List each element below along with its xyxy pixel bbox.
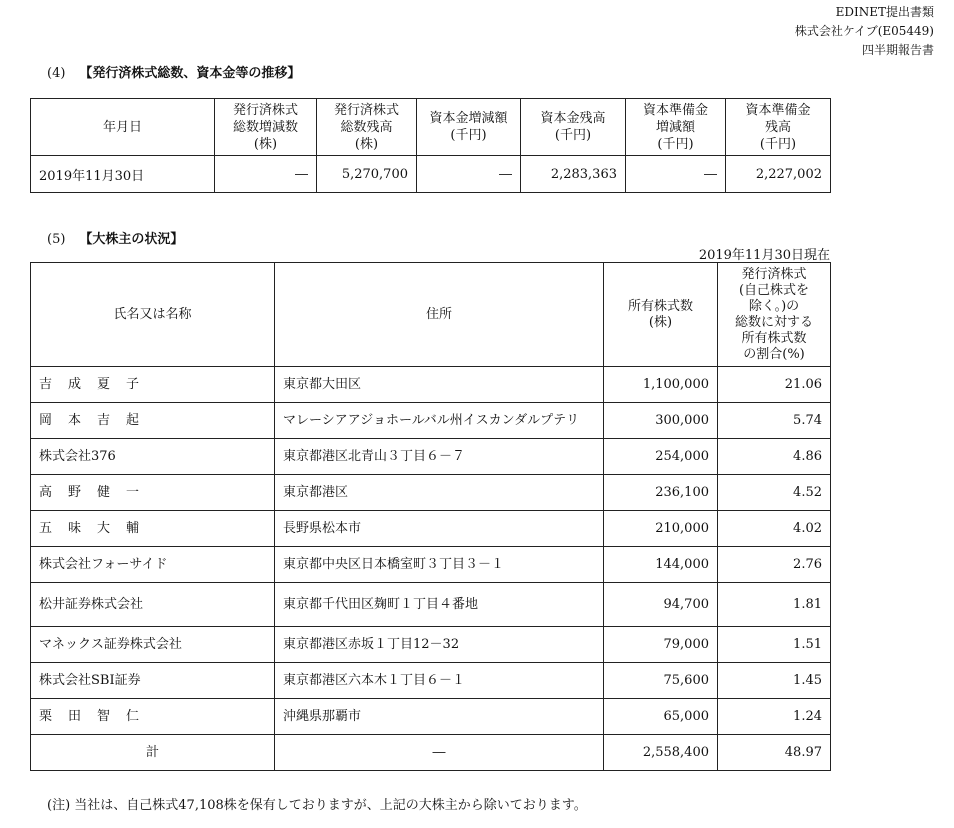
shareholder-name: 株式会社376 bbox=[31, 439, 275, 475]
shares-held: 300,000 bbox=[604, 403, 718, 439]
edinet-label: EDINET提出書類 bbox=[835, 5, 934, 19]
column-header: 資本準備金 増減額 (千円) bbox=[626, 99, 726, 156]
column-header: 年月日 bbox=[31, 99, 215, 156]
shareholder-address: 長野県松本市 bbox=[275, 511, 604, 547]
table-header-row bbox=[31, 99, 831, 156]
shareholder-name: 松井証券株式会社 bbox=[31, 583, 275, 627]
shares-held: 94,700 bbox=[604, 583, 718, 627]
company-name: 株式会社ケイブ(E05449) bbox=[794, 24, 934, 38]
shareholder-address: 東京都大田区 bbox=[275, 367, 604, 403]
total-ratio: 48.97 bbox=[718, 735, 831, 771]
footnote: (注) 当社は、自己株式47,108株を保有しておりますが、上記の大株主から除いております。 bbox=[47, 798, 587, 813]
table-row bbox=[31, 403, 831, 439]
date-cell: 2019年11月30日 bbox=[31, 156, 215, 193]
shareholder-name: 栗田智仁 bbox=[31, 699, 275, 735]
section-4-heading: 【発行済株式総数、資本金等の推移】 bbox=[79, 66, 301, 81]
table-row bbox=[31, 627, 831, 663]
column-header: 住所 bbox=[275, 263, 604, 367]
section-4-title bbox=[47, 62, 300, 81]
shares-held: 210,000 bbox=[604, 511, 718, 547]
column-header: 発行済株式 (自己株式を 除く。)の 総数に対する 所有株式数 の割合(%) bbox=[718, 263, 831, 367]
major-shareholders-table bbox=[30, 262, 831, 771]
shareholder-name: マネックス証券株式会社 bbox=[31, 627, 275, 663]
table-row bbox=[31, 583, 831, 627]
column-header: 発行済株式 総数残高 (株) bbox=[317, 99, 417, 156]
shareholder-address: 沖縄県那覇市 bbox=[275, 699, 604, 735]
table-row bbox=[31, 511, 831, 547]
column-header: 所有株式数 (株) bbox=[604, 263, 718, 367]
shares-capital-table bbox=[30, 98, 831, 193]
table-header-row bbox=[31, 263, 831, 367]
shares-held: 75,600 bbox=[604, 663, 718, 699]
shareholder-address: 東京都港区六本木１丁目６－１ bbox=[275, 663, 604, 699]
ownership-ratio: 1.81 bbox=[718, 583, 831, 627]
shareholder-name: 高野健一 bbox=[31, 475, 275, 511]
section-5-number: (5) bbox=[47, 232, 66, 247]
table-row bbox=[31, 367, 831, 403]
column-header: 資本金残高 (千円) bbox=[521, 99, 626, 156]
ownership-ratio: 4.52 bbox=[718, 475, 831, 511]
shares-held: 65,000 bbox=[604, 699, 718, 735]
total-shares: 2,558,400 bbox=[604, 735, 718, 771]
value-cell: 5,270,700 bbox=[317, 156, 417, 193]
ownership-ratio: 21.06 bbox=[718, 367, 831, 403]
shareholder-name: 岡本吉起 bbox=[31, 403, 275, 439]
table-row bbox=[31, 663, 831, 699]
table-row bbox=[31, 439, 831, 475]
shareholder-address: 東京都中央区日本橋室町３丁目３－１ bbox=[275, 547, 604, 583]
shareholder-name: 株式会社SBI証券 bbox=[31, 663, 275, 699]
shareholder-address: マレーシアアジョホールバル州イスカンダルプテリ bbox=[275, 403, 604, 439]
table-row bbox=[31, 699, 831, 735]
value-cell: ― bbox=[215, 156, 317, 193]
ownership-ratio: 2.76 bbox=[718, 547, 831, 583]
shareholder-name: 吉成夏子 bbox=[31, 367, 275, 403]
shares-held: 254,000 bbox=[604, 439, 718, 475]
shareholder-address: 東京都港区 bbox=[275, 475, 604, 511]
shares-held: 79,000 bbox=[604, 627, 718, 663]
column-header: 発行済株式 総数増減数 (株) bbox=[215, 99, 317, 156]
value-cell: 2,227,002 bbox=[726, 156, 831, 193]
column-header: 資本準備金 残高 (千円) bbox=[726, 99, 831, 156]
table-row bbox=[31, 156, 831, 193]
column-header: 氏名又は名称 bbox=[31, 263, 275, 367]
shares-held: 1,100,000 bbox=[604, 367, 718, 403]
table-row bbox=[31, 475, 831, 511]
value-cell: ― bbox=[626, 156, 726, 193]
table-row bbox=[31, 547, 831, 583]
total-label: 計 bbox=[31, 735, 275, 771]
column-header: 資本金増減額 (千円) bbox=[417, 99, 521, 156]
ownership-ratio: 5.74 bbox=[718, 403, 831, 439]
section-5-title bbox=[47, 228, 183, 247]
section-4-number: (4) bbox=[47, 66, 66, 81]
shares-held: 144,000 bbox=[604, 547, 718, 583]
section-5-heading: 【大株主の状況】 bbox=[79, 232, 184, 247]
ownership-ratio: 1.24 bbox=[718, 699, 831, 735]
shareholder-address: 東京都港区北青山３丁目６－７ bbox=[275, 439, 604, 475]
value-cell: ― bbox=[417, 156, 521, 193]
report-type: 四半期報告書 bbox=[861, 43, 934, 57]
ownership-ratio: 1.45 bbox=[718, 663, 831, 699]
value-cell: 2,283,363 bbox=[521, 156, 626, 193]
shareholder-name: 株式会社フォーサイド bbox=[31, 547, 275, 583]
total-address: ― bbox=[275, 735, 604, 771]
shareholder-address: 東京都千代田区麹町１丁目４番地 bbox=[275, 583, 604, 627]
shareholder-address: 東京都港区赤坂１丁目12－32 bbox=[275, 627, 604, 663]
total-row bbox=[31, 735, 831, 771]
ownership-ratio: 4.86 bbox=[718, 439, 831, 475]
as-of-date: 2019年11月30日現在 bbox=[698, 248, 830, 263]
ownership-ratio: 4.02 bbox=[718, 511, 831, 547]
ownership-ratio: 1.51 bbox=[718, 627, 831, 663]
shares-held: 236,100 bbox=[604, 475, 718, 511]
shareholder-name: 五味大輔 bbox=[31, 511, 275, 547]
document-header bbox=[795, 3, 934, 60]
